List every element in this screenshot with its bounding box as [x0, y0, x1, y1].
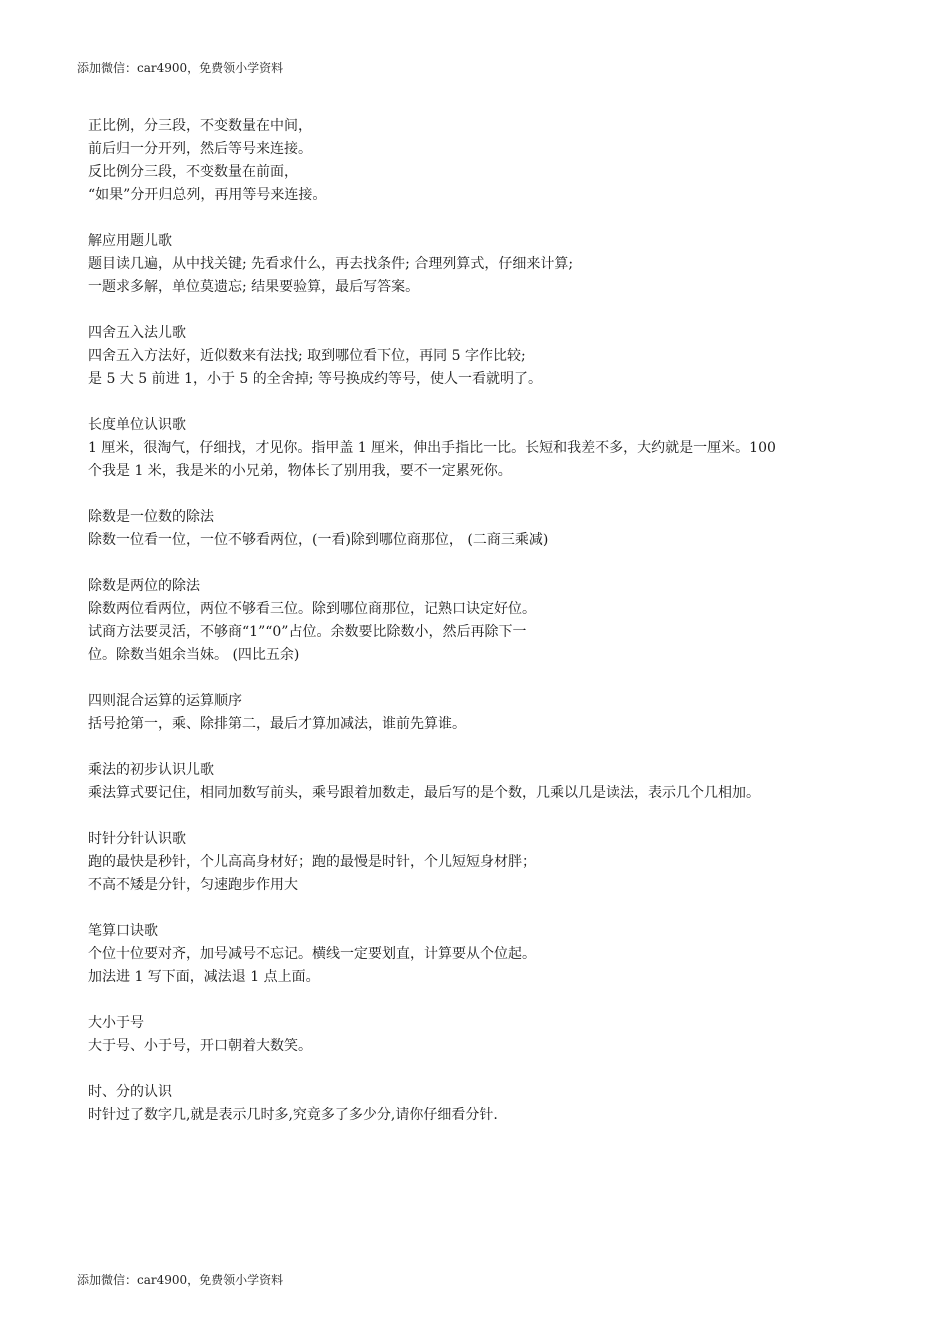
section-title: 乘法的初步认识儿歌 [88, 762, 214, 778]
text-line: 时针过了数字几,就是表示几时多,究竟多了多少分,请你仔细看分针. [88, 1107, 498, 1123]
text-line: 位。除数当姐余当妹。 (四比五余) [88, 647, 300, 663]
document-body [88, 115, 868, 1127]
section-title: 大小于号 [88, 1015, 144, 1031]
page-footer: 添加微信：car4900，免费领小学资料 [77, 1273, 284, 1287]
text-line: 跑的最快是秒针，个儿高高身材好；跑的最慢是时针，个儿短短身材胖； [88, 854, 536, 870]
text-line: 一题求多解，单位莫遗忘; 结果要验算，最后写答案。 [88, 279, 420, 295]
section-length-units [88, 414, 868, 483]
section-single-digit-division [88, 506, 868, 552]
section-title: 时、分的认识 [88, 1084, 172, 1100]
section-proportion [88, 115, 868, 207]
page-header: 添加微信：car4900，免费领小学资料 [77, 61, 284, 75]
section-title: 四则混合运算的运算顺序 [88, 693, 242, 709]
section-title: 四舍五入法儿歌 [88, 325, 186, 341]
text-line: 除数两位看两位，两位不够看三位。除到哪位商那位，记熟口诀定好位。 [88, 601, 536, 617]
text-line: 括号抢第一，乘、除排第二，最后才算加减法，谁前先算谁。 [88, 716, 466, 732]
text-line: 是 5 大 5 前进 1，小于 5 的全舍掉; 等号换成约等号，使人一看就明了。 [88, 371, 542, 387]
text-line: 正比例，分三段，不变数量在中间， [88, 118, 312, 134]
section-title: 除数是两位的除法 [88, 578, 200, 594]
section-title: 时针分针认识歌 [88, 831, 186, 847]
section-title: 笔算口诀歌 [88, 923, 158, 939]
section-word-problems [88, 230, 868, 299]
section-clock-hands [88, 828, 868, 897]
text-line: 1 厘米，很淘气，仔细找，才见你。指甲盖 1 厘米，伸出手指比一比。长短和我差不多，大约就是一厘米。100 [88, 440, 776, 456]
text-line: 乘法算式要记住，相同加数写前头，乘号跟着加数走，最后写的是个数，几乘以几是读法，表示几个几相加。 [88, 785, 760, 801]
section-title: 解应用题儿歌 [88, 233, 172, 249]
text-line: 前后归一分开列，然后等号来连接。 [88, 141, 312, 157]
text-line: “如果”分开归总列，再用等号来连接。 [88, 187, 327, 203]
text-line: 加法进 1 写下面，减法退 1 点上面。 [88, 969, 320, 985]
text-line: 不高不矮是分针，匀速跑步作用大 [88, 877, 298, 893]
section-title: 除数是一位数的除法 [88, 509, 214, 525]
text-line: 题目读几遍，从中找关键; 先看求什么，再去找条件; 合理列算式，仔细来计算; [88, 256, 574, 272]
section-rounding [88, 322, 868, 391]
text-line: 试商方法要灵活，不够商“1”“0”占位。余数要比除数小，然后再除下一 [88, 624, 527, 640]
text-line: 反比例分三段，不变数量在前面， [88, 164, 298, 180]
section-two-digit-division [88, 575, 868, 667]
section-title: 长度单位认识歌 [88, 417, 186, 433]
text-line: 个位十位要对齐，加号减号不忘记。横线一定要划直，计算要从个位起。 [88, 946, 536, 962]
section-order-of-operations [88, 690, 868, 736]
section-hours-minutes [88, 1081, 868, 1127]
section-comparison-signs [88, 1012, 868, 1058]
section-multiplication [88, 759, 868, 805]
text-line: 个我是 1 米，我是米的小兄弟，物体长了别用我，要不一定累死你。 [88, 463, 512, 479]
section-written-calculation [88, 920, 868, 989]
text-line: 大于号、小于号，开口朝着大数笑。 [88, 1038, 312, 1054]
text-line: 四舍五入方法好，近似数来有法找; 取到哪位看下位，再同 5 字作比较; [88, 348, 526, 364]
text-line: 除数一位看一位，一位不够看两位，(一看)除到哪位商那位， (二商三乘减) [88, 532, 549, 548]
